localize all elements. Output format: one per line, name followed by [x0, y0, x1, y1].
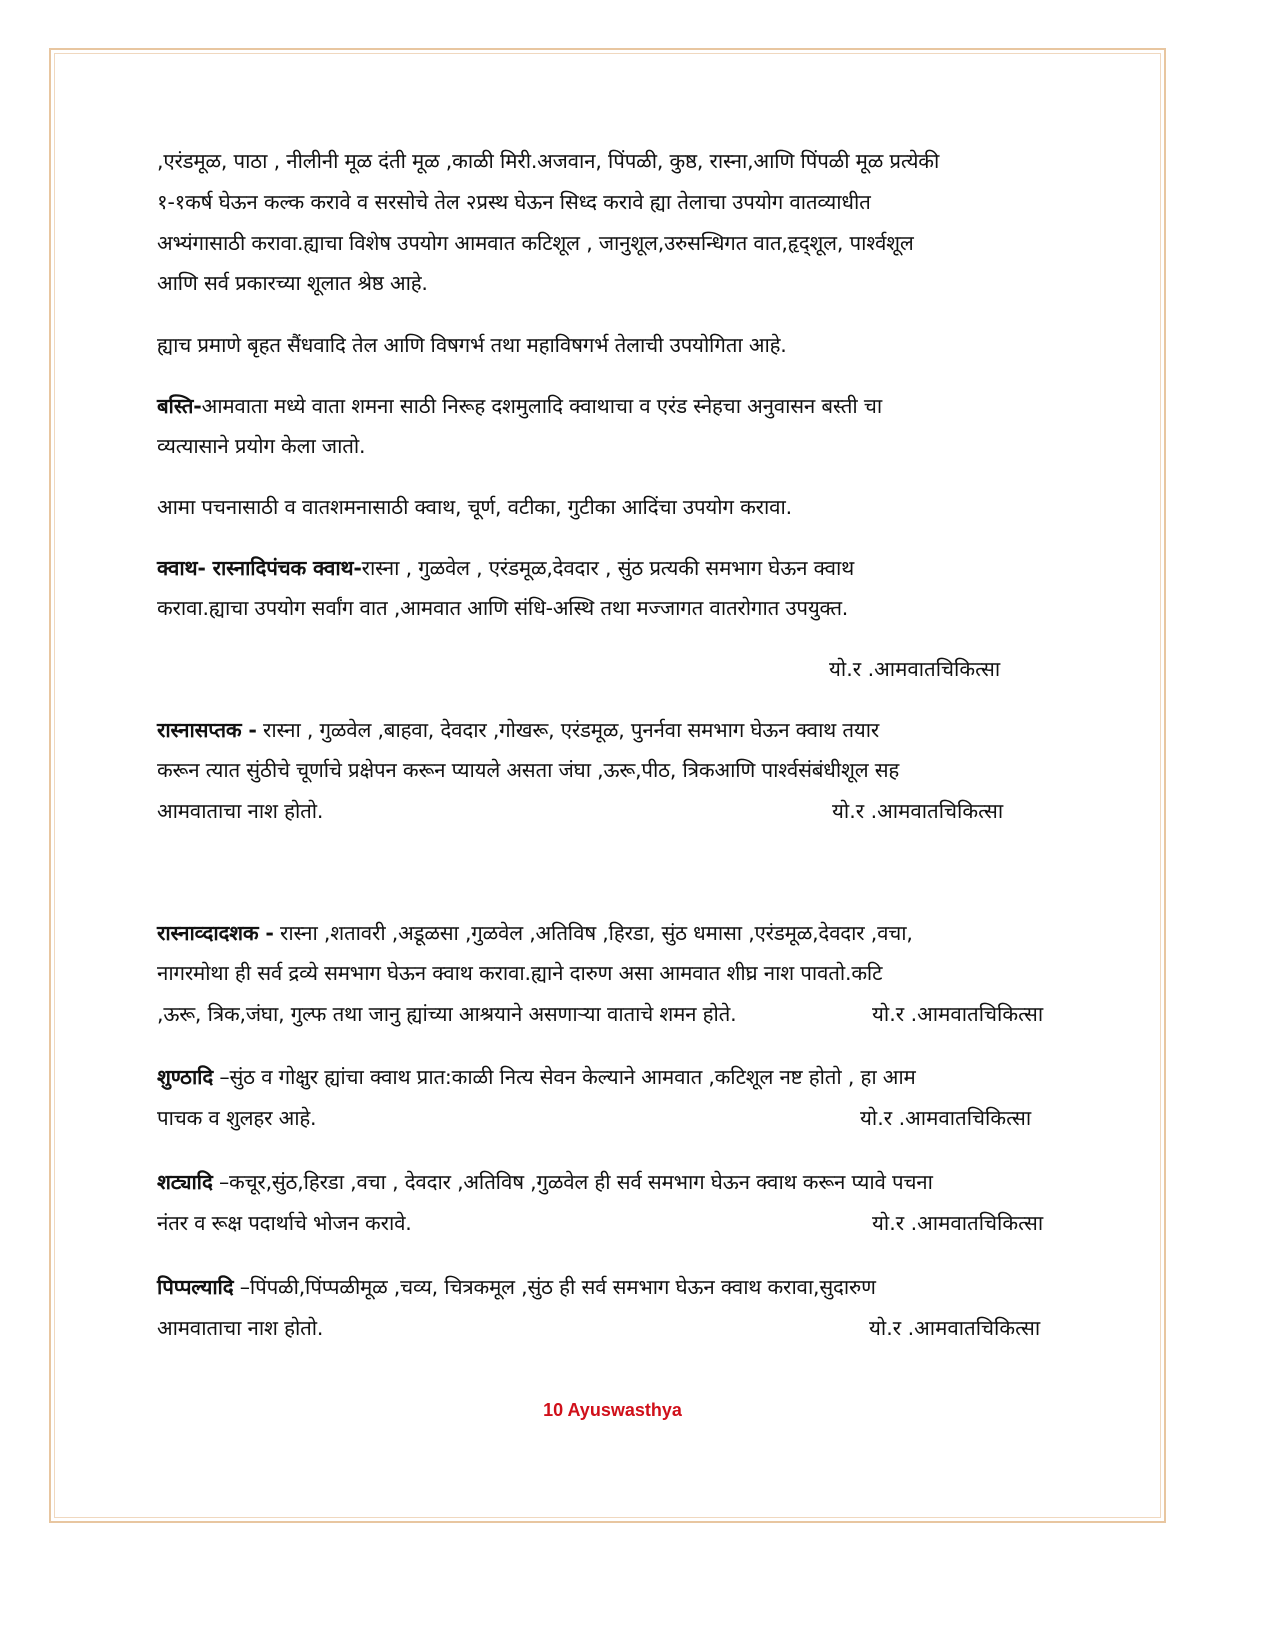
rasnasaptak-line-2: करून त्यात सुंठीचे चूर्णाचे प्रक्षेपन करून प्यायले असता जंघा ,ऊरू,पीठ, त्रिकआणि पार्श्वसंबंधीशूल सह — [157, 758, 900, 782]
rasnadwadashak-line — [157, 920, 1077, 946]
basti-heading: बस्ति- — [157, 394, 202, 418]
shunthyadi-line-2: पाचक व शुलहर आहे. — [157, 1106, 317, 1130]
paragraph-line: ह्याच प्रमाणे बृहत सैंधवादि तेल आणि विषगर्भ तथा महाविषगर्भ तेलाची उपयोगिता आहे. — [157, 333, 787, 357]
reference-citation: यो.र .आमवातचिकित्सा — [869, 1316, 1041, 1340]
rasnasaptak-text: रास्ना , गुळवेल ,बाहवा, देवदार ,गोखरू, एरंडमूळ, पुनर्नवा समभाग घेऊन क्वाथ तयार — [256, 718, 880, 742]
rasnadwadashak-line-2: नागरमोथा ही सर्व द्रव्ये समभाग घेऊन क्वाथ करावा.ह्याने दारुण असा आमवात शीघ्र नाश पावतो.कटि — [157, 961, 883, 985]
paragraph-line: आमा पचनासाठी व वातशमनासाठी क्वाथ, चूर्ण, वटीका, गुटीका आदिंचा उपयोग करावा. — [157, 495, 792, 519]
rasnasaptak-heading: रास्नासप्तक - — [157, 718, 257, 742]
paragraph-line: आणि सर्व प्रकारच्या शूलात श्रेष्ठ आहे. — [157, 271, 428, 295]
shunthyadi-line — [157, 1064, 1077, 1090]
pippalyadi-text: –पिंपळी,पिंप्पळीमूळ ,चव्य, चित्रकमूल ,सुंठ ही सर्व समभाग घेऊन क्वाथ करावा,सुदारुण — [233, 1275, 876, 1299]
basti-line — [157, 393, 1077, 419]
shatyadi-line — [157, 1169, 1077, 1195]
reference-citation: यो.र .आमवातचिकित्सा — [872, 1211, 1044, 1235]
pippalyadi-line-2: आमवाताचा नाश होतो. — [157, 1316, 324, 1340]
page-footer: 10 Ayuswasthya — [543, 1400, 682, 1420]
basti-text: आमवाता मध्ये वाता शमना साठी निरूह दशमुलादि क्वाथाचा व एरंड स्नेहचा अनुवासन बस्ती चा — [201, 394, 882, 418]
kwath-text: रास्ना , गुळवेल , एरंडमूळ,देवदार , सुंठ प्रत्यकी समभाग घेऊन क्वाथ — [361, 556, 854, 580]
kwath-line — [157, 555, 1077, 581]
shunthyadi-heading: शुण्ठादि — [157, 1065, 214, 1089]
rasnadwadashak-text: रास्ना ,शतावरी ,अडूळसा ,गुळवेल ,अतिविष ,हिरडा, सुंठ धमासा ,एरंडमूळ,देवदार ,वचा, — [273, 921, 913, 945]
reference-citation: यो.र .आमवातचिकित्सा — [832, 799, 1004, 823]
rasnasaptak-line-3: आमवाताचा नाश होतो. — [157, 799, 324, 823]
pippalyadi-line — [157, 1274, 1077, 1300]
basti-line-2: व्यत्यासाने प्रयोग केला जातो. — [157, 434, 366, 458]
rasnadwadashak-heading: रास्नाव्दादशक - — [157, 921, 274, 945]
reference-citation: यो.र .आमवातचिकित्सा — [872, 1002, 1044, 1026]
pippalyadi-heading: पिप्पल्यादि — [157, 1275, 234, 1299]
shunthyadi-text: –सुंठ व गोक्षुर ह्यांचा क्वाथ प्रात:काळी नित्य सेवन केल्याने आमवात ,कटिशूल नष्ट होतो , हा आम — [213, 1065, 916, 1089]
rasnadwadashak-line-3: ,ऊरू, त्रिक,जंघा, गुल्फ तथा जानु ह्यांच्या आश्रयाने असणाऱ्या वाताचे शमन होते. — [157, 1002, 737, 1026]
shatyadi-line-2: नंतर व रूक्ष पदार्थाचे भोजन करावे. — [157, 1211, 412, 1235]
kwath-line-2: करावा.ह्याचा उपयोग सर्वांग वात ,आमवात आणि संधि-अस्थि तथा मज्जागत वातरोगात उपयुक्त. — [157, 596, 849, 620]
reference-citation: यो.र .आमवातचिकित्सा — [829, 657, 1001, 681]
shatyadi-text: –कचूर,सुंठ,हिरडा ,वचा , देवदार ,अतिविष ,गुळवेल ही सर्व समभाग घेऊन क्वाथ करून प्यावे पचना — [212, 1170, 933, 1194]
shatyadi-heading: शट्यादि — [157, 1170, 213, 1194]
reference-citation: यो.र .आमवातचिकित्सा — [860, 1106, 1032, 1130]
paragraph-line: अभ्यंगासाठी करावा.ह्याचा विशेष उपयोग आमवात कटिशूल , जानुशूल,उरुसन्धिगत वात,हृद्शूल, पार्श्वशूल — [157, 231, 914, 255]
paragraph-line: १-१कर्ष घेऊन कल्क करावे व सरसोचे तेल २प्रस्थ घेऊन सिध्द करावे ह्या तेलाचा उपयोग वातव्याधीत — [157, 190, 871, 214]
paragraph-line: ,एरंडमूळ, पाठा , नीलीनी मूळ दंती मूळ ,काळी मिरी.अजवान, पिंपळी, कुष्ठ, रास्ना,आणि पिंपळी मूळ प्रत्येकी — [157, 149, 940, 173]
kwath-heading: क्वाथ- रास्नादिपंचक क्वाथ- — [157, 556, 362, 580]
rasnasaptak-line — [157, 717, 1077, 743]
